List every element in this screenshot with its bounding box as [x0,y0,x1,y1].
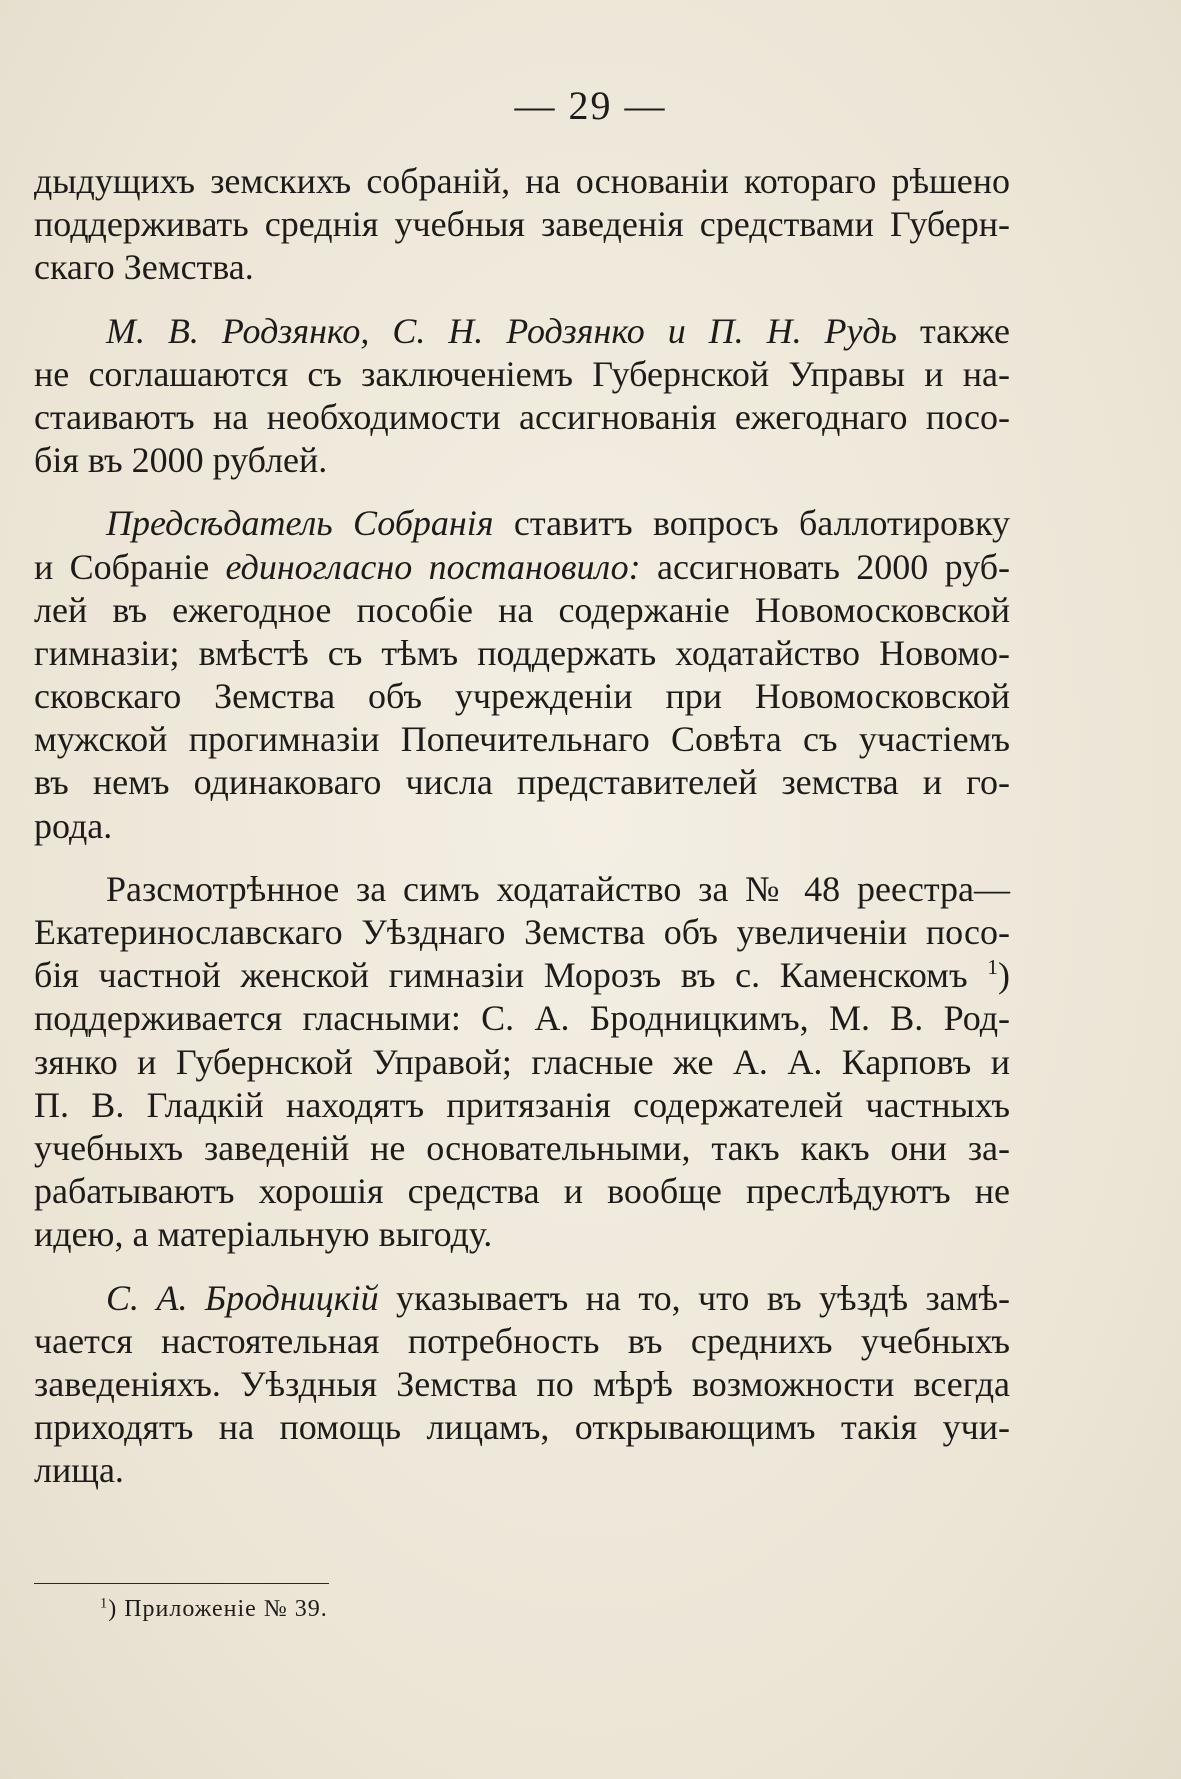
text-segment: скаго Земства. [34,247,254,288]
text-segment: бія въ 2000 рублей. [34,440,328,481]
text-segment: приходятъ на помощь лицамъ, открывающимъ такія учи- [34,1407,1010,1448]
text-line [34,1406,1010,1449]
text-segment: бія частной женской гимназіи Морозъ въ с. Каменскомъ [34,955,988,996]
text-line [34,353,1010,396]
text-segment: дыдущихъ земскихъ собраній, на основаніи котораго рѣшено [34,161,1010,201]
text-line [34,805,1010,848]
text-segment: сковскаго Земства объ учрежденіи при Новомосковской [34,676,1010,717]
text-segment: мужской прогимназіи Попечительнаго Совѣта съ участіемъ [34,719,1010,760]
text-segment: поддерживать среднія учебныя заведенія средствами Губерн- [34,204,1010,245]
page-number: — 29 — [514,83,667,128]
text-segment: ставитъ вопросъ баллотировку [493,503,1010,544]
text-segment: поддерживается гласными: С. А. Бродницкимъ, М. В. Род- [34,998,1010,1039]
text-segment: идею, а матеріальную выгоду. [34,1214,493,1255]
paragraph-gap [34,290,1010,310]
text-line [34,246,1010,289]
body-text [34,160,1010,1492]
text-line [34,203,1010,246]
text-segment: учебныхъ заведеній не основательными, такъ какъ они за- [34,1127,1010,1168]
text-line [34,1127,1010,1170]
text-line [34,160,1010,203]
italic-text: Предсѣдатель Собранія [106,503,494,544]
text-line [34,589,1010,632]
text-line [34,1363,1010,1406]
paragraph-gap [34,482,1010,502]
text-line [34,396,1010,439]
text-line [34,761,1010,804]
text-segment: также [897,310,1010,351]
text-segment: чается настоятельная потребность въ среднихъ учебныхъ [34,1320,1010,1361]
text-line [34,911,1010,954]
text-line [34,502,1010,545]
text-line [34,439,1010,482]
text-segment: стаиваютъ на необходимости ассигнованія ежегоднаго посо- [34,396,1010,437]
text-line [34,997,1010,1040]
text-segment: Екатеринославскаго Уѣзднаго Земства объ увеличеніи посо- [34,912,1010,952]
text-segment: заведеніяхъ. Уѣздныя Земства по мѣрѣ возможности всегда [34,1363,1010,1404]
footnote [100,1596,328,1623]
text-segment: и Собраніе [34,546,226,587]
text-segment: П. В. Гладкій находятъ притязанія содержателей частныхъ [34,1084,1010,1125]
text-line [34,954,1010,997]
text-segment: рода. [34,805,113,846]
italic-text: М. В. Родзянко, С. Н. Родзянко и П. Н. Рудь [106,310,898,351]
text-line [34,1041,1010,1084]
paragraph-gap [34,1257,1010,1277]
text-line [34,310,1010,353]
text-line [34,1449,1010,1492]
footnote-reference: 1 [987,955,998,980]
text-segment: рабатываютъ хорошія средства и вообще преслѣдуютъ не [34,1171,1010,1212]
text-line [34,1320,1010,1363]
text-line [34,632,1010,675]
text-segment: ассигновать 2000 руб- [640,546,1010,587]
text-line [34,1170,1010,1213]
text-line [34,718,1010,761]
text-line [34,1277,1010,1320]
text-line [34,546,1010,589]
text-line [34,868,1010,911]
text-line [34,675,1010,718]
text-line [34,1084,1010,1127]
footnote-divider [34,1583,329,1584]
text-segment: зянко и Губернской Управой; гласные же А. А. Карповъ и [34,1041,1010,1082]
text-segment: въ немъ одинаковаго числа представителей земства и го- [34,762,1010,803]
footnote-text: ) Приложеніе № 39. [108,1596,328,1622]
text-line [34,1213,1010,1256]
italic-text: С. А. Бродницкій [106,1277,379,1318]
footnote-mark: 1 [100,1595,109,1612]
text-segment: Разсмотрѣнное за симъ ходатайство за № 48 реестра— [106,868,1010,909]
paragraph-gap [34,848,1010,868]
text-segment: гимназіи; вмѣстѣ съ тѣмъ поддержать ходатайство Новомо- [34,632,1010,673]
italic-text: единогласно постановило: [225,546,641,587]
text-segment: лища. [34,1450,124,1491]
text-segment: указываетъ на то, что въ уѣздѣ замѣ- [378,1277,1010,1318]
text-segment: ) [998,955,1010,996]
text-segment: не соглашаются съ заключеніемъ Губернской Управы и на- [34,353,1010,394]
text-segment: лей въ ежегодное пособіе на содержаніе Новомосковской [34,589,1010,630]
